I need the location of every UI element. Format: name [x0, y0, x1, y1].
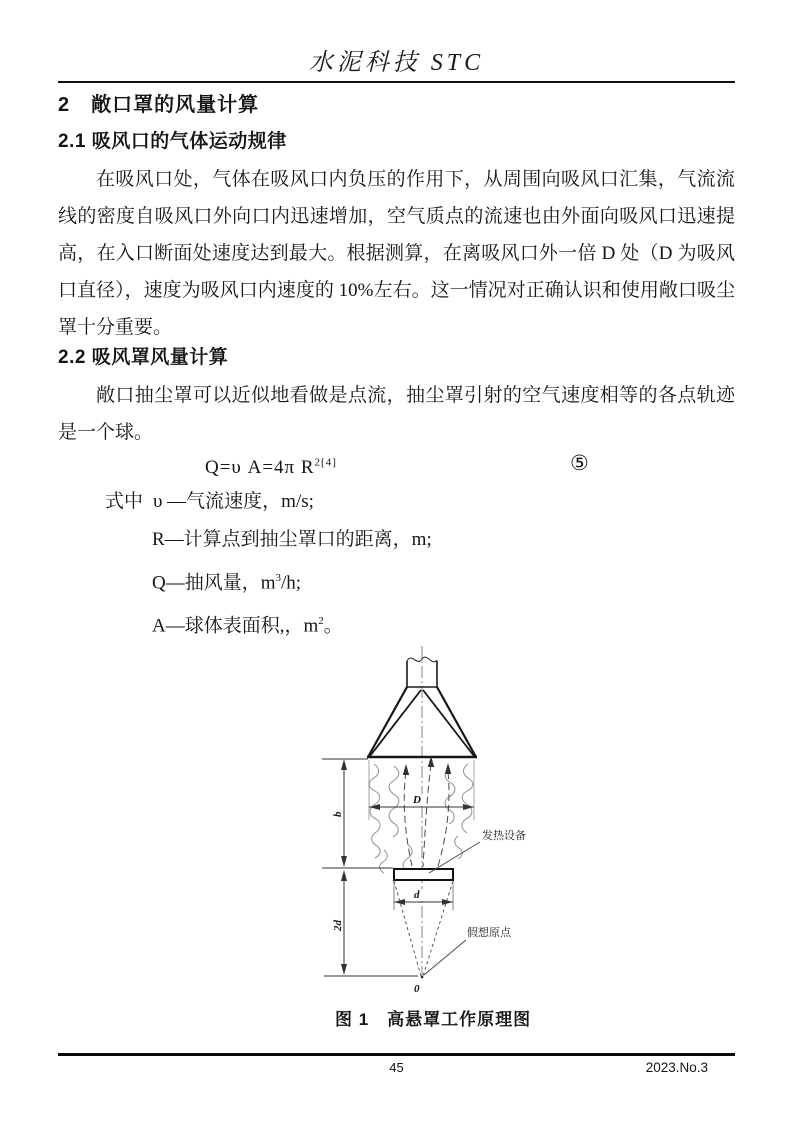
figure-1-diagram [310, 640, 590, 1000]
paragraph-line: 线的密度自吸风口外向口内迅速增加，空气质点的流速也由外面向吸风口迅速提 [58, 206, 735, 227]
journal-title: 水泥科技 STC [308, 50, 485, 76]
header-rule [58, 81, 735, 83]
definition-area: A—球体表面积,，$m^2$。 [152, 615, 343, 637]
imaginary-origin-label: 假想原点 [467, 927, 511, 939]
equation-body [58, 457, 337, 478]
heat-device-label: 发热设备 [482, 830, 526, 842]
heat-device-leader [429, 842, 480, 873]
issue-number: 2023.No.3 [645, 1060, 708, 1075]
section-2-1-heading: 2.1 吸风口的气体运动规律 [58, 131, 287, 152]
hood-height-label: b [332, 811, 344, 817]
paragraph-line: 罩十分重要。 [58, 317, 173, 338]
dimension-d [394, 882, 453, 910]
definition-velocity: 式中 υ —气流速度，m/s; [105, 491, 314, 512]
paragraph-line: 口直径），速度为吸风口内速度的 10%左右。这一情况对正确认识和使用敞口吸尘 [58, 280, 735, 301]
paragraph-line: 在吸风口处，气体在吸风口内负压的作用下，从周围向吸风口汇集，气流流 [96, 169, 735, 190]
section-2-2-heading: 2.2 吸风罩风量计算 [58, 347, 229, 368]
paragraph-line: 高，在入口断面处速度达到最大。根据测算，在离吸风口外一倍 D 处（D 为吸风 [58, 243, 735, 264]
heat-source-plate [394, 869, 453, 880]
source-diameter-label: d [414, 889, 420, 901]
paragraph-hood-flow [58, 377, 735, 451]
airflow-streamlines [404, 764, 449, 867]
dimension-D [369, 794, 474, 810]
paragraph-line: 是一个球。 [58, 422, 154, 443]
paragraph-line: 敞口抽尘罩可以近似地看做是点流，抽尘罩引射的空气速度相等的各点轨迹 [96, 385, 735, 406]
section-2-heading: 2 敞口罩的风量计算 [58, 94, 260, 116]
figure-1-caption: 图 1 高悬罩工作原理图 [335, 1010, 532, 1029]
where-label: 式中 [105, 491, 144, 512]
equation-number: ⑤ [570, 451, 589, 475]
equation-5 [58, 448, 735, 483]
definition-airflow: Q—抽风量，$m^3/h$; [152, 572, 302, 594]
origin-point-label: 0 [414, 983, 420, 995]
hood-diameter-label: D [413, 794, 421, 806]
symbol-definitions [58, 483, 735, 646]
page-number: 45 [389, 1060, 404, 1075]
origin-distance-label: 2d [332, 920, 344, 931]
imaginary-origin-leader [424, 940, 466, 975]
origin-point [421, 976, 424, 979]
smoke-plume [369, 764, 473, 873]
footer-rule [58, 1053, 735, 1056]
paragraph-airflow-law [58, 161, 735, 346]
equation-text: Q=υ A=4π R [205, 457, 315, 479]
airflow-arrowheads [403, 756, 451, 775]
equation-superscript: 2[4] [314, 457, 337, 469]
definition-distance: R—计算点到抽尘罩口的距离，m; [152, 529, 432, 550]
